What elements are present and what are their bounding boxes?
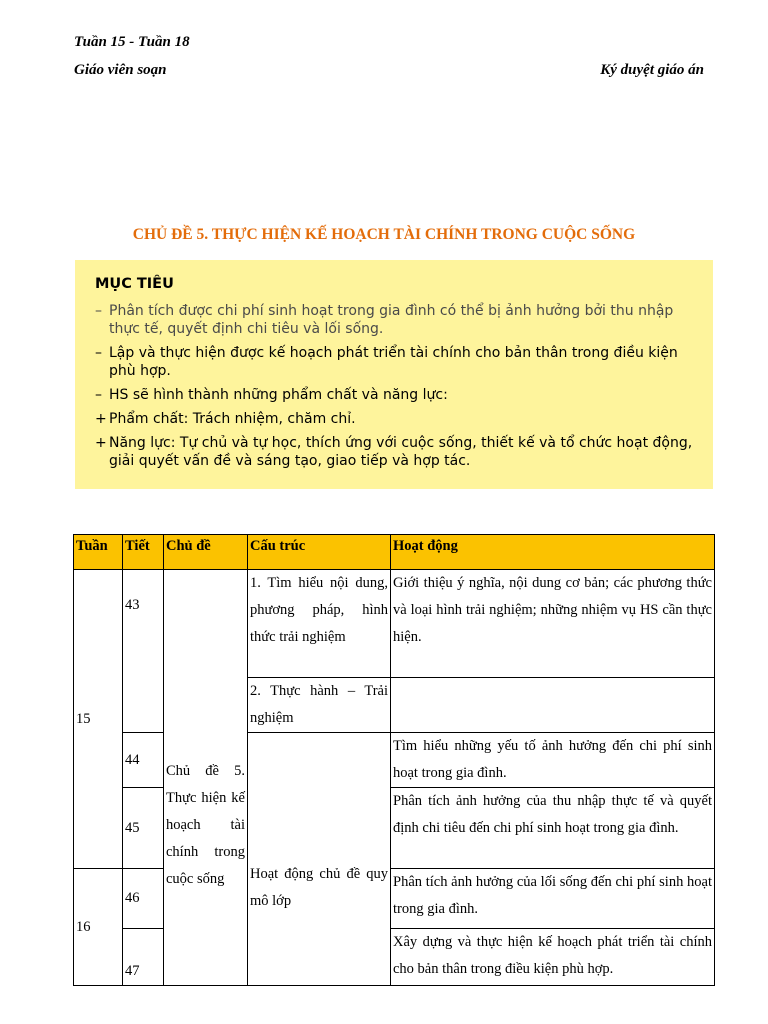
header-topic: Chủ đề <box>164 535 248 570</box>
period-cell: 46 <box>123 869 164 929</box>
schedule-table <box>73 534 715 986</box>
activity-cell <box>391 678 715 733</box>
objective-item <box>95 386 693 404</box>
structure-cell: 1. Tìm hiểu nội dung, phương pháp, hình thức trải nghiệm <box>248 570 391 678</box>
objective-marker: – <box>95 303 102 319</box>
approval-label: Ký duyệt giáo án <box>600 62 704 78</box>
table-header-row <box>74 535 715 570</box>
week-cell: 15 <box>74 570 123 869</box>
activity-cell: Tìm hiểu những yếu tố ảnh hưởng đến chi phí sinh hoạt trong gia đình. <box>391 733 715 788</box>
header-activity: Hoạt động <box>391 535 715 570</box>
objective-text: HS sẽ hình thành những phẩm chất và năng lực: <box>109 387 448 403</box>
objective-marker: – <box>95 345 102 361</box>
activity-cell: Phân tích ảnh hưởng của thu nhập thực tế và quyết định chi tiêu đến chi phí sinh hoạt trong gia đình. <box>391 788 715 869</box>
objectives-heading: MỤC TIÊU <box>95 276 174 292</box>
objective-text: Lập và thực hiện được kế hoạch phát triển tài chính cho bản thân trong điều kiện phù hợp. <box>109 345 678 379</box>
period-cell: 44 <box>123 733 164 788</box>
objectives-box <box>75 260 713 489</box>
week-cell: 16 <box>74 869 123 986</box>
objective-item <box>95 410 693 428</box>
structure-cell: Hoạt động chủ đề quy mô lớp <box>248 733 391 986</box>
topic-title: CHỦ ĐỀ 5. THỰC HIỆN KẾ HOẠCH TÀI CHÍNH TRONG CUỘC SỐNG <box>132 226 636 243</box>
activity-cell: Phân tích ảnh hưởng của lối sống đến chi phí sinh hoạt trong gia đình. <box>391 869 715 929</box>
objective-text: Phân tích được chi phí sinh hoạt trong gia đình có thể bị ảnh hưởng bởi thu nhập thực tế, quyết định chi tiêu và lối sống. <box>109 303 674 337</box>
week-range: Tuần 15 - Tuần 18 <box>74 34 190 50</box>
objective-text: Phẩm chất: Trách nhiệm, chăm chỉ. <box>109 411 356 427</box>
topic-cell: Chủ đề 5. Thực hiện kế hoạch tài chính trong cuộc sống <box>164 570 248 986</box>
header-week: Tuần <box>74 535 123 570</box>
objective-marker: + <box>95 435 107 451</box>
objective-item <box>95 302 693 338</box>
period-cell: 45 <box>123 788 164 869</box>
header-structure: Cấu trúc <box>248 535 391 570</box>
table-row <box>74 570 715 678</box>
header-period: Tiết <box>123 535 164 570</box>
objective-text: Năng lực: Tự chủ và tự học, thích ứng với cuộc sống, thiết kế và tổ chức hoạt động, giải quyết vấn đề và sáng tạo, giao tiếp và hợp tác. <box>109 435 693 469</box>
objective-marker: – <box>95 387 102 403</box>
period-cell: 43 <box>123 570 164 733</box>
period-cell: 47 <box>123 929 164 986</box>
activity-cell: Xây dựng và thực hiện kế hoạch phát triển tài chính cho bản thân trong điều kiện phù hợp. <box>391 929 715 986</box>
structure-cell: 2. Thực hành – Trải nghiệm <box>248 678 391 733</box>
objective-item <box>95 434 693 470</box>
activity-cell: Giới thiệu ý nghĩa, nội dung cơ bản; các phương thức và loại hình trải nghiệm; những nhiệm vụ HS cần thực hiện. <box>391 570 715 678</box>
objective-marker: + <box>95 411 107 427</box>
teacher-label: Giáo viên soạn <box>74 62 167 78</box>
objective-item <box>95 344 693 380</box>
